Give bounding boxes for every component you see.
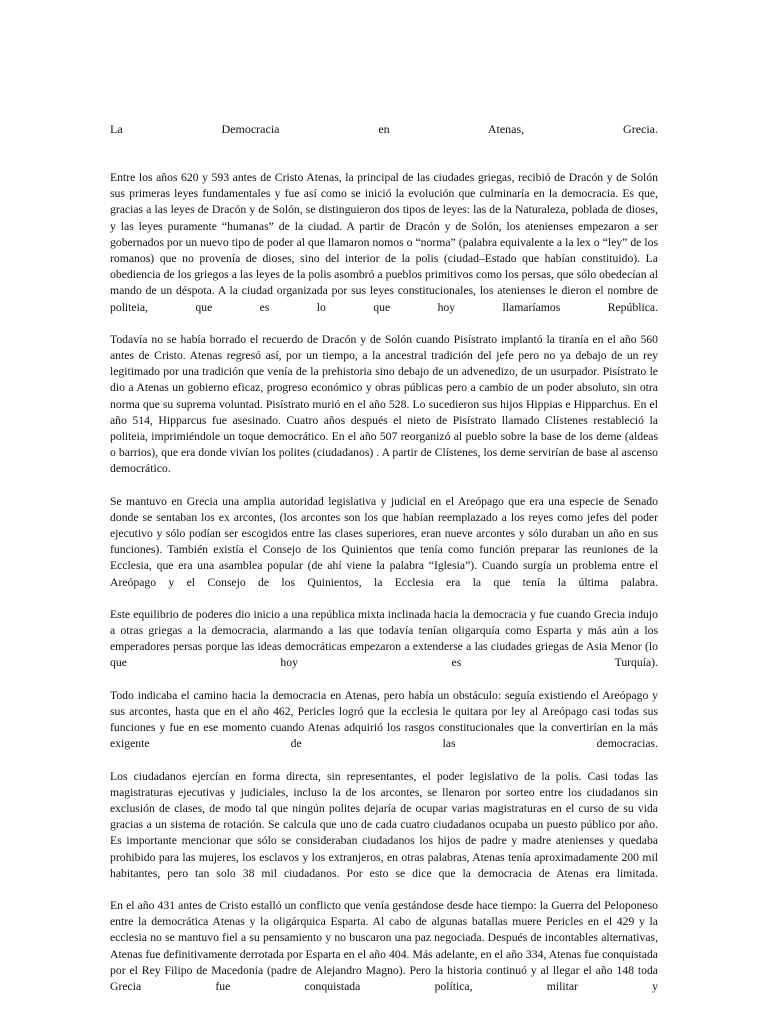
paragraph-6: Los ciudadanos ejercían en forma directa, sin representantes, el poder legislativo de la polis. Casi todas las magistraturas ejecutivas y judiciales, incluso la de los arcontes, se llenaron por sorteo entre los ciudadanos sin exclusión de clases, de modo tal que ningún polites dejaría de ocupar varias magistraturas en el curso de su vida gracias a un sistema de rotación. Se calcula que uno de cada cuatro ciudadanos ocupaba un puesto público por año. Es importante mencionar que sólo se consideraban ciudadanos los hijos de padre y madre atenienses y quedaba prohibido para las mujeres, los esclavos y los extranjeros, en otras palabras, Atenas tenía aproximadamente 200 mil habitantes, pero tan solo 38 mil ciudadanos. Por esto se dice que la democracia de Atenas era limitada. [110,769,658,880]
paragraph-2: Todavía no se había borrado el recuerdo de Dracón y de Solón cuando Pisístrato implantó la tiranía en el año 560 antes de Cristo. Atenas regresó así, por un tiempo, a la ancestral tradición del jefe pero no ya debajo de un rey legitimado por una tradición que venía de la prehistoria sino debajo de un advenedizo, de un usurpador. Pisístrato le dio a Atenas un gobierno eficaz, progreso económico y obras públicas pero a cambio de un poder absoluto, sin otra norma que su suprema voluntad. Pisístrato murió en el año 528. Lo sucedieron sus hijos Hippias e Hipparchus. En el año 514, Hipparcus fue asesinado. Cuatro años después el nieto de Pisístrato llamado Clístenes restableció la politeia, imprimiéndole un toque democrático. En el año 507 reorganizó al pueblo sobre la base de los deme (aldeas o barrios), que era donde vivían los polites (ciudadanos) . A partir de Clístenes, los deme servirían de base al ascenso democrático. [110,332,658,476]
paragraph-1: Entre los años 620 y 593 antes de Cristo Atenas, la principal de las ciudades griegas, recibió de Dracón y de Solón sus primeras leyes fundamentales y fue así como se inició la evolución que culminaría en la democracia. Es que, gracias a las leyes de Dracón y de Solón, se distinguieron dos tipos de leyes: las de la Naturaleza, poblada de dioses, y las leyes puramente “humanas” de la ciudad. A partir de Dracón y de Solón, los atenienses empezaron a ser gobernados por un nuevo tipo de poder al que llamaron nomos o “norma” (palabra equivalente a la lex o “ley” de los romanos) que no provenía de dioses, sino del interior de la polis (ciudad–Estado que habían constituido). La obediencia de los griegos a las leyes de la polis asombró a pueblos primitivos como los persas, que sólo obedecían al mando de un déspota. A la ciudad organizada por sus leyes constitucionales, los atenienses le dieron el nombre de politeia, que es lo que hoy llamaríamos República. [110,171,658,314]
paragraph-4: Este equilibrio de poderes dio inicio a una república mixta inclinada hacia la democracia y fue cuando Grecia indujo a otras griegas a la democracia, alarmando a las que todavía tenían oligarquía como Esparta y más aún a los emperadores persas porque las ideas democráticas empezaron a extenderse a las ciudades griegas de Asia Menor (lo que hoy es Turquía). [110,607,658,670]
document-title: La Democracia en Atenas, Grecia. [110,122,658,136]
paragraph-7: En el año 431 antes de Cristo estalló un conflicto que venía gestándose desde hace tiempo: la Guerra del Peloponeso entre la democrática Atenas y la oligárquica Esparta. Al cabo de algunas batallas muere Pericles en el 429 y la ecclesia no se mantuvo fiel a su pensamiento y no buscaron una paz negociada. Después de incontables alternativas, Atenas fue definitivamente derrotada por Esparta en el año 404. Más adelante, en el año 334, Atenas fue conquistada por el Rey Filipo de Macedonia (padre de Alejandro Magno). Pero la historia continuó y al llegar el año 148 toda Grecia fue conquistada política, militar y [110,898,658,993]
paragraph-3: Se mantuvo en Grecia una amplia autoridad legislativa y judicial en el Areópago que era una especie de Senado donde se sentaban los ex arcontes, (los arcontes son los que habían reemplazado a los reyes como jefes del poder ejecutivo y sólo podían ser escogidos entre las clases superiores, eran nueve arcontes y sólo duraban un año en sus funciones). También existía el Consejo de los Quinientos que tenía como función preparar las reuniones de la Ecclesia, que era una asamblea popular (de ahí viene la palabra “Iglesia”). Cuando surgía un problema entre el Areópago y el Consejo de los Quinientos, la Ecclesia era la que tenía la última palabra. [110,494,658,589]
paragraph-5: Todo indicaba el camino hacia la democracia en Atenas, pero había un obstáculo: seguía existiendo el Areópago y sus arcontes, hasta que en el año 462, Pericles logró que la ecclesia le quitara por ley al Areópago casi todas sus funciones y fue en ese momento cuando Atenas adquirió los rasgos constitucionales que la convertirían en la más exigente de las democracias. [110,688,658,751]
